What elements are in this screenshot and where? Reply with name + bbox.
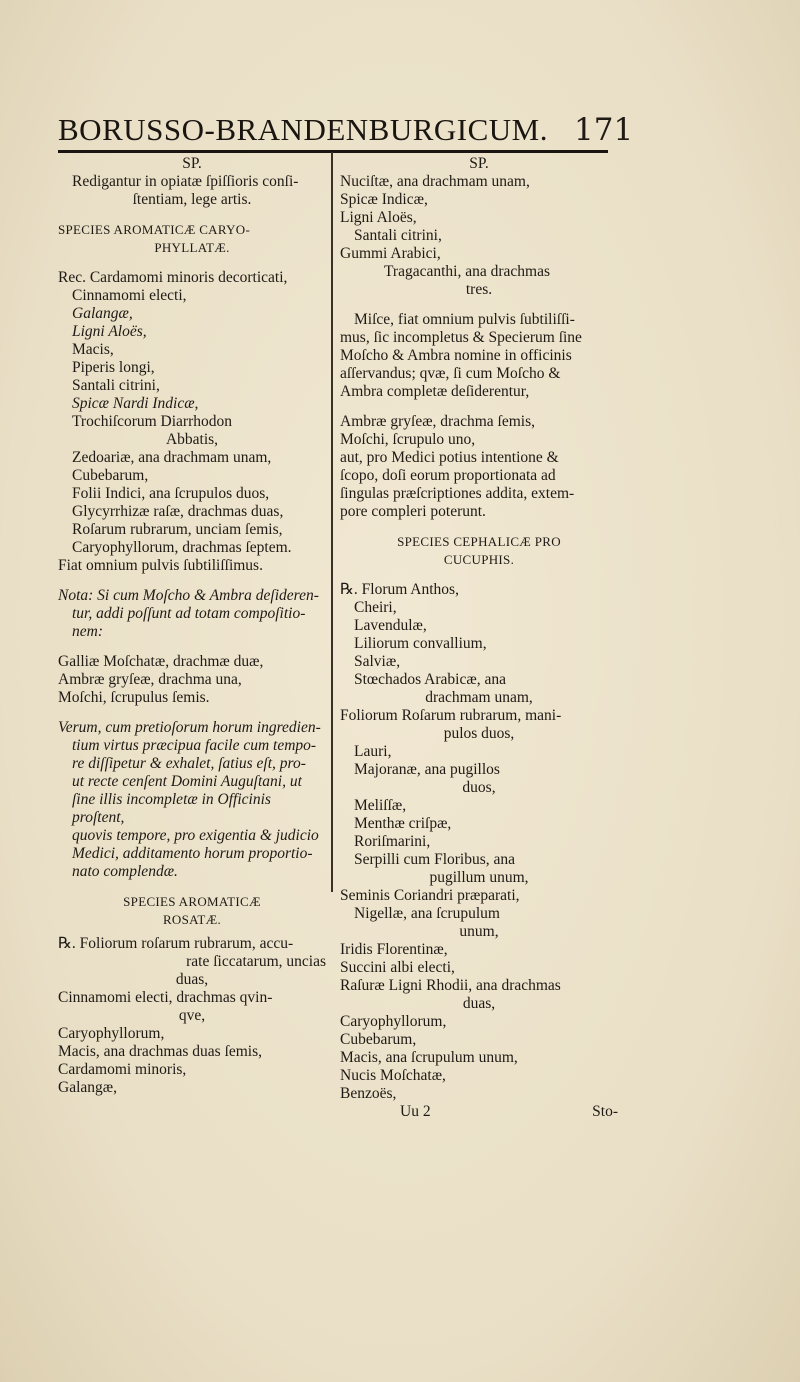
recipe-line: Foliorum Roſarum rubrarum, mani-	[340, 707, 562, 724]
signature-mark: Uu 2	[400, 1103, 431, 1120]
recipe-line: Cardamomi minoris,	[58, 1061, 187, 1078]
recipe-line: Benzoës,	[340, 1085, 397, 1102]
recipe-line: Galliæ Moſchatæ, drachmæ duæ,	[58, 653, 264, 670]
verum-line: Medici, additamento horum proportio-	[72, 845, 313, 862]
recipe-line: Raſuræ Ligni Rhodii, ana drachmas	[340, 977, 561, 994]
recipe-line: Nigellæ, ana ſcrupulum	[354, 905, 500, 922]
recipe-line: Lauri,	[354, 743, 392, 760]
left-column-head: SP.	[182, 155, 202, 172]
recipe-line: pugillum unum,	[429, 869, 529, 886]
verum-line: nato complendæ.	[72, 863, 178, 880]
recipe-line: Nuciſtæ, ana drachmam unam,	[340, 173, 530, 190]
nota-line: nem:	[72, 623, 103, 640]
misce-line: Miſce, fiat omnium pulvis ſubtiliſſi-	[354, 311, 575, 328]
recipe-line: Glycyrrhizæ raſæ, drachmas duas,	[72, 503, 284, 520]
column-divider	[331, 152, 333, 892]
recipe-line: rate ſiccatarum, uncias	[186, 953, 326, 970]
intro-line: Redigantur in opiatæ ſpiſſioris conſi-	[72, 173, 299, 190]
page-footer	[340, 1103, 618, 1121]
aut-line: ſingulas præſcriptiones addita, extem-	[340, 485, 575, 502]
recipe-line: Macis, ana ſcrupulum unum,	[340, 1049, 518, 1066]
recipe-line: Caryophyllorum,	[340, 1013, 447, 1030]
recipe-line: Iridis Florentinæ,	[340, 941, 448, 958]
recipe-line: qve,	[178, 1007, 206, 1024]
recipe-line: Caryophyllorum,	[58, 1025, 165, 1042]
misce-line: Ambra completæ deſiderentur,	[340, 383, 530, 400]
recipe-line: Zedoariæ, ana drachmam unam,	[72, 449, 272, 466]
recipe-line: tres.	[465, 281, 493, 298]
recipe-line: Galangæ,	[72, 305, 133, 322]
recipe-line: Piperis longi,	[72, 359, 155, 376]
recipe-line: Meliſſæ,	[354, 797, 407, 814]
recipe-line: Majoranæ, ana pugillos	[354, 761, 500, 778]
right-column	[340, 155, 618, 1121]
verum-line: Verum, cum pretioſorum horum ingredien-	[58, 719, 321, 736]
section-heading: SPECIES AROMATICÆ	[123, 894, 261, 909]
misce-line: mus, ſic incompletus & Specierum ſine	[340, 329, 582, 346]
recipe-line: Santali citrini,	[72, 377, 160, 394]
recipe-line: Macis,	[72, 341, 114, 358]
section-heading: PHYLLATÆ.	[154, 240, 230, 255]
right-column-head: SP.	[469, 155, 489, 172]
recipe-line: Cheiri,	[354, 599, 397, 616]
recipe-line: Ligni Aloës,	[340, 209, 417, 226]
recipe-line: Cinnamomi electi, drachmas qvin-	[58, 989, 273, 1006]
recipe-line: Seminis Coriandri præparati,	[340, 887, 520, 904]
recipe-line: Moſchi, ſcrupulus ſemis.	[58, 689, 210, 706]
recipe-line: Lavendulæ,	[354, 617, 427, 634]
section-heading: SPECIES AROMATICÆ CARYO-	[58, 222, 251, 237]
recipe-line: duas,	[175, 971, 209, 988]
verum-line: ut recte cenſent Domini Auguſtani, ut	[72, 773, 302, 790]
aut-line: pore compleri poterunt.	[340, 503, 486, 520]
recipe-line: Ligni Aloës,	[72, 323, 147, 340]
verum-line: tium virtus præcipua facile cum tempo-	[72, 737, 317, 754]
recipe-line: Gummi Arabici,	[340, 245, 441, 262]
misce-line: aſſervandus; qvæ, ſi cum Moſcho &	[340, 365, 561, 382]
section-heading: CUCUPHIS.	[443, 552, 515, 567]
page-number: 171	[574, 112, 634, 148]
recipe-line: Cinnamomi electi,	[72, 287, 187, 304]
recipe-line: Santali citrini,	[354, 227, 442, 244]
recipe-line: Ambræ gryſeæ, drachma ſemis,	[340, 413, 535, 430]
recipe-line: ℞. Florum Anthos,	[340, 581, 459, 598]
section-heading: ROSATÆ.	[162, 912, 222, 927]
recipe-line: duas,	[462, 995, 496, 1012]
recipe-line: Abbatis,	[165, 431, 219, 448]
recipe-line: Liliorum convallium,	[354, 635, 487, 652]
recipe-line: drachmam unam,	[425, 689, 533, 706]
recipe-line: Spicæ Nardi Indicæ,	[72, 395, 199, 412]
recipe-line: ℞. Foliorum roſarum rubrarum, accu-	[58, 935, 294, 952]
recipe-line: Fiat omnium pulvis ſubtiliſſimus.	[58, 557, 263, 574]
aut-line: aut, pro Medici potius intentione &	[340, 449, 559, 466]
aut-line: ſcopo, doſi eorum proportionata ad	[340, 467, 556, 484]
recipe-line: Cubebarum,	[340, 1031, 417, 1048]
nota-line: Nota: Si cum Moſcho & Ambra deſideren-	[58, 587, 319, 604]
verum-line: re diſſipetur & exhalet, ſatius eſt, pro-	[72, 755, 306, 772]
recipe-line: Roriſmarini,	[354, 833, 431, 850]
recipe-line: Tragacanthi, ana drachmas	[384, 263, 550, 280]
recipe-line: Spicæ Indicæ,	[340, 191, 428, 208]
verum-line: ſine illis incompletæ in Officinis proſtent,	[72, 791, 271, 826]
recipe-line: Roſarum rubrarum, unciam ſemis,	[72, 521, 283, 538]
header-rule	[58, 150, 608, 153]
recipe-line: Rec. Cardamomi minoris decorticati,	[58, 269, 288, 286]
recipe-line: Cubebarum,	[72, 467, 149, 484]
catchword: Sto-	[592, 1103, 618, 1120]
recipe-line: Salviæ,	[354, 653, 401, 670]
misce-line: Moſcho & Ambra nomine in officinis	[340, 347, 572, 364]
recipe-line: Ambræ gryſeæ, drachma una,	[58, 671, 242, 688]
recipe-line: Galangæ,	[58, 1079, 117, 1096]
left-column	[58, 155, 326, 1097]
intro-line: ſtentiam, lege artis.	[132, 191, 252, 208]
running-head: BORUSSO-BRANDENBURGICUM.	[58, 112, 548, 147]
section-heading: SPECIES CEPHALICÆ PRO	[397, 534, 561, 549]
recipe-line: Macis, ana drachmas duas ſemis,	[58, 1043, 263, 1060]
recipe-line: Succini albi electi,	[340, 959, 455, 976]
nota-line: tur, addi poſſunt ad totam compoſitio-	[72, 605, 306, 622]
recipe-line: unum,	[459, 923, 499, 940]
recipe-line: Nucis Moſchatæ,	[340, 1067, 446, 1084]
recipe-line: Menthæ criſpæ,	[354, 815, 452, 832]
recipe-line: Stœchados Arabicæ, ana	[354, 671, 506, 688]
recipe-line: Folii Indici, ana ſcrupulos duos,	[72, 485, 270, 502]
recipe-line: Trochiſcorum Diarrhodon	[72, 413, 233, 430]
recipe-line: pulos duos,	[443, 725, 515, 742]
verum-line: quovis tempore, pro exigentia & judicio	[72, 827, 319, 844]
recipe-line: Moſchi, ſcrupulo uno,	[340, 431, 476, 448]
recipe-line: duos,	[462, 779, 496, 796]
recipe-line: Caryophyllorum, drachmas ſeptem.	[72, 539, 292, 556]
recipe-line: Serpilli cum Floribus, ana	[354, 851, 516, 868]
